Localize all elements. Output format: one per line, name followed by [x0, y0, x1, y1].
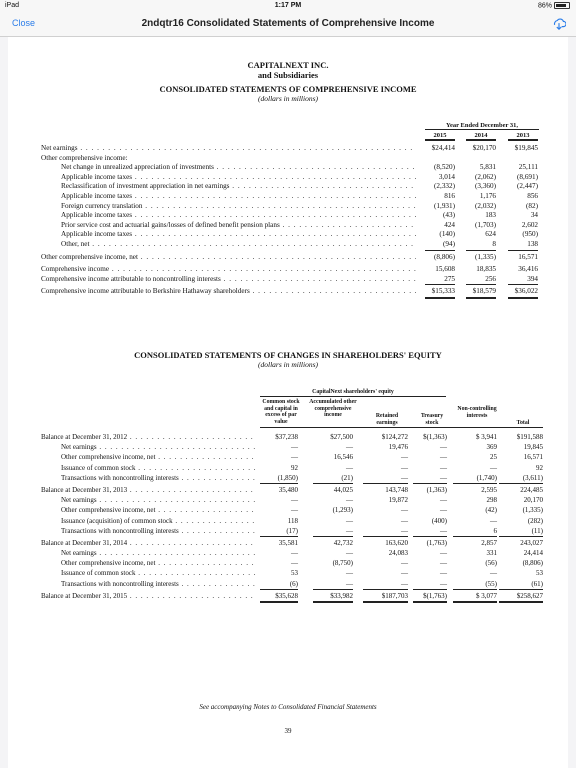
cell-value: 42,732: [333, 538, 353, 547]
cell-value: (8,806): [434, 252, 455, 261]
cell-value: 25,111: [518, 163, 538, 172]
row-label: [41, 275, 416, 285]
equity-row: [41, 548, 543, 558]
row-label-text: Net change in unrealized appreciation of investments: [61, 163, 214, 172]
cell-value: 35,480: [278, 485, 298, 494]
equity-row: [41, 473, 543, 483]
cell-value: (1,293): [332, 506, 353, 515]
carrier-label: iPad: [5, 2, 20, 9]
navigation-bar: [0, 12, 576, 37]
cell-value: (1,703): [475, 220, 496, 229]
cell-value: $258,627: [499, 591, 543, 603]
row-label-text: Net earnings: [61, 549, 97, 558]
cell-value: $ 3,077: [453, 591, 497, 603]
clock: 1:17 PM: [274, 2, 302, 9]
row-label-text: Applicable income taxes: [61, 230, 133, 239]
cell-value: 331: [486, 549, 497, 558]
cell-value: (1,335): [475, 252, 496, 261]
row-label: [41, 538, 256, 548]
cell-value: (1,931): [434, 201, 455, 210]
equity-row: [41, 516, 543, 526]
cell-value: 243,027: [520, 538, 543, 547]
row-label-text: Other, net: [61, 239, 90, 248]
cell-value: 92: [536, 463, 543, 472]
row-label: [61, 230, 416, 240]
table-row: [41, 240, 543, 250]
row-label: [41, 253, 416, 263]
cell-value: 224,485: [520, 485, 543, 494]
cell-value: —: [291, 506, 298, 515]
cell-value: 624: [485, 230, 496, 239]
cell-value: 6: [453, 526, 497, 537]
cell-value: 35,581: [278, 538, 298, 547]
table-row: [41, 230, 543, 240]
row-label-text: Applicable income taxes: [61, 211, 133, 220]
cell-value: $(1,763): [413, 591, 447, 603]
cell-value: 92: [291, 463, 298, 472]
row-label-text: Foreign currency translation: [61, 201, 143, 210]
statement1-units: (dollars in millions): [257, 94, 318, 103]
equity-row: [41, 568, 543, 578]
cell-value: —: [313, 526, 353, 537]
cell-value: —: [440, 443, 447, 452]
cell-value: $35,628: [260, 591, 298, 603]
row-label-text: Balance at December 31, 2015: [41, 591, 128, 600]
cell-value: 19,476: [388, 443, 408, 452]
table-row: [41, 144, 543, 154]
cell-value: —: [440, 496, 447, 505]
cell-value: —: [291, 549, 298, 558]
cell-value: (1,763): [426, 538, 447, 547]
row-label-text: Transactions with noncontrolling interests: [61, 473, 179, 482]
cell-value: —: [401, 506, 408, 515]
row-label-text: Other comprehensive income, net: [61, 453, 156, 462]
cell-value: (1,335): [522, 506, 543, 515]
cell-value: (282): [527, 516, 543, 525]
cell-value: $187,703: [363, 591, 408, 603]
row-label-text: Net earnings: [41, 144, 78, 152]
cell-value: 16,546: [333, 453, 353, 462]
cell-value: —: [440, 453, 447, 462]
row-label: [61, 473, 256, 483]
row-label: [61, 548, 256, 558]
cell-value: —: [291, 453, 298, 462]
equity-row: [41, 505, 543, 515]
cell-value: $24,414: [431, 144, 455, 152]
cell-value: —: [440, 463, 447, 472]
col-header-total: Total: [516, 420, 530, 426]
cell-value: (950): [522, 230, 538, 239]
cell-value: 36,416: [518, 265, 538, 274]
cell-value: (1,850): [260, 473, 298, 484]
row-label-text: Comprehensive income attributable to Berkshire Hathaway shareholders: [41, 287, 250, 296]
equity-row: [41, 463, 543, 473]
cell-value: 2,595: [481, 485, 497, 494]
cell-value: $33,982: [313, 591, 353, 603]
cell-value: —: [363, 473, 408, 484]
row-label: [61, 495, 256, 505]
cell-value: (56): [485, 559, 497, 568]
cell-value: (17): [260, 526, 298, 537]
cell-value: 16,571: [518, 252, 538, 261]
row-label: [61, 163, 416, 173]
row-label-text: Other comprehensive income, net: [61, 506, 156, 515]
row-label: [61, 173, 416, 183]
cell-value: (8,750): [332, 559, 353, 568]
col-header-noncontrolling: Non-controlling interests: [457, 406, 497, 419]
row-label: [61, 211, 416, 221]
table-row: [41, 154, 543, 164]
table-row: [41, 192, 543, 202]
cell-value: 24,083: [388, 549, 408, 558]
table-row: [41, 182, 543, 192]
year-header: Year Ended December 31,: [425, 122, 539, 130]
equity-row: [41, 558, 543, 568]
row-label: [41, 154, 416, 164]
equity-row: [41, 526, 543, 536]
status-bar: [0, 0, 576, 12]
cell-value: $20,170: [472, 144, 496, 152]
row-label: [41, 287, 416, 297]
row-label-text: Comprehensive income attributable to noncontrolling interests: [41, 274, 221, 283]
row-label: [61, 192, 416, 202]
cell-value: —: [490, 569, 497, 578]
cell-value: (55): [453, 579, 497, 590]
row-label: [41, 265, 416, 275]
cell-value: (140): [439, 230, 455, 239]
cell-value: (61): [499, 579, 543, 590]
cell-value: 1,176: [479, 191, 496, 200]
document-page[interactable]: [8, 37, 568, 768]
cell-value: 138: [508, 240, 538, 251]
table-row: [41, 221, 543, 231]
battery-icon: [554, 2, 570, 9]
cell-value: —: [291, 496, 298, 505]
battery-percent: 86%: [537, 2, 552, 10]
cell-value: (1,740): [453, 473, 497, 484]
row-label: [61, 526, 256, 536]
cell-value: (3,360): [475, 182, 496, 191]
footnote: See accompanying Notes to Consolidated Financial Statements: [199, 703, 377, 711]
cell-value: 369: [486, 443, 497, 452]
row-label-text: Applicable income taxes: [61, 191, 133, 200]
cell-value: —: [401, 463, 408, 472]
row-label: [61, 240, 416, 250]
cell-value: 183: [485, 211, 496, 220]
row-label-text: Transactions with noncontrolling interests: [61, 579, 179, 588]
cell-value: —: [363, 579, 408, 590]
row-label-text: Issuance (acquisition) of common stock: [61, 516, 173, 525]
cell-value: $18,579: [466, 287, 496, 299]
cell-value: —: [413, 473, 447, 484]
row-label-text: Prior service cost and actuarial gains/losses of defined benefit pension plans: [61, 220, 280, 229]
cell-value: —: [401, 569, 408, 578]
cell-value: —: [346, 463, 353, 472]
row-label-text: Comprehensive income: [41, 265, 110, 274]
cell-value: $27,500: [330, 433, 353, 441]
row-label: [61, 516, 256, 526]
cell-value: —: [440, 506, 447, 515]
cell-value: 298: [486, 496, 497, 505]
col-header-treasury-stock: Treasury stock: [420, 413, 444, 426]
cell-value: 856: [527, 191, 538, 200]
equity-row: [41, 452, 543, 462]
statement2-units: (dollars in millions): [257, 360, 318, 369]
cell-value: 5,831: [479, 163, 496, 172]
row-label-text: Applicable income taxes: [61, 172, 133, 181]
cell-value: —: [401, 516, 408, 525]
equity-group-header: CapitalNext shareholders' equity: [260, 389, 446, 397]
year-col-2015: 2015: [425, 132, 455, 141]
cell-value: —: [346, 569, 353, 578]
company-subtitle: and Subsidiaries: [257, 70, 319, 80]
cell-value: 34: [530, 211, 538, 220]
row-label: [41, 432, 256, 442]
cell-value: (11): [499, 526, 543, 537]
cell-value: $15,333: [425, 287, 455, 299]
row-label: [61, 558, 256, 568]
row-label-text: Reclassification of investment appreciation in net earnings: [61, 182, 230, 191]
cell-value: (400): [431, 516, 447, 525]
cell-value: —: [440, 549, 447, 558]
row-label-text: Other comprehensive income, net: [61, 559, 156, 568]
row-label-text: Other comprehensive income:: [41, 153, 128, 162]
cell-value: —: [346, 496, 353, 505]
cell-value: (3,611): [499, 473, 543, 484]
row-label: [41, 485, 256, 495]
table-row: [41, 253, 543, 263]
cell-value: $191,588: [516, 433, 543, 441]
statement2-title: CONSOLIDATED STATEMENTS OF CHANGES IN SHAREHOLDERS' EQUITY: [134, 350, 442, 360]
cell-value: 163,620: [385, 538, 408, 547]
battery-indicator: [538, 2, 570, 9]
table-row: [41, 265, 543, 275]
cell-value: 2,602: [521, 220, 538, 229]
cell-value: $ 3,941: [476, 433, 497, 441]
cell-value: (2,062): [475, 172, 496, 181]
row-label: [61, 182, 416, 192]
row-label-text: Balance at December 31, 2012: [41, 433, 128, 441]
row-label: [61, 579, 256, 589]
row-label-text: Issuance of common stock: [61, 463, 136, 472]
cell-value: —: [490, 463, 497, 472]
col-header-retained-earnings: Retained earnings: [375, 413, 399, 426]
cell-value: 19,872: [388, 496, 408, 505]
cell-value: —: [401, 559, 408, 568]
cell-value: (8,691): [517, 172, 538, 181]
col-header-common-stock: Common stock and capital in excess of par value: [262, 399, 300, 425]
row-label-text: Balance at December 31, 2013: [41, 485, 128, 494]
cell-value: 19,845: [523, 443, 543, 452]
equity-row: [41, 495, 543, 505]
cell-value: 816: [444, 191, 455, 200]
table2-body: [41, 432, 543, 601]
table-row: [41, 163, 543, 173]
company-name: CAPITALNEXT INC.: [247, 60, 329, 70]
cell-value: —: [490, 516, 497, 525]
cell-value: (2,332): [434, 182, 455, 191]
equity-row: [41, 485, 543, 495]
row-label: [61, 505, 256, 515]
cell-value: (94): [425, 240, 455, 251]
cell-value: —: [363, 526, 408, 537]
cell-value: 8: [466, 240, 496, 251]
row-label-text: Net earnings: [61, 496, 97, 505]
cell-value: 44,025: [333, 485, 353, 494]
row-label-text: Issuance of common stock: [61, 569, 136, 578]
cell-value: 424: [444, 220, 455, 229]
cell-value: —: [291, 559, 298, 568]
table-row: [41, 287, 543, 297]
equity-row: [41, 442, 543, 452]
cell-value: 118: [287, 516, 298, 525]
cell-value: —: [440, 559, 447, 568]
row-label: [61, 202, 416, 212]
year-col-2013: 2013: [508, 132, 538, 141]
cell-value: —: [313, 579, 353, 590]
page-number: 39: [284, 727, 292, 735]
cell-value: 18,835: [476, 265, 496, 274]
cell-value: 16,571: [523, 453, 543, 462]
table1-body: [41, 144, 543, 297]
cell-value: 20,170: [523, 496, 543, 505]
row-label: [61, 463, 256, 473]
row-label: [41, 591, 256, 601]
equity-row: [41, 432, 543, 442]
cell-value: 24,414: [523, 549, 543, 558]
cell-value: (8,806): [522, 559, 543, 568]
close-button[interactable]: Close: [12, 18, 36, 28]
row-label-text: Other comprehensive income, net: [41, 252, 138, 261]
cell-value: 256: [466, 275, 496, 286]
row-label-text: Transactions with noncontrolling interests: [61, 526, 179, 535]
cell-value: $37,238: [275, 433, 298, 441]
row-label-text: Net earnings: [61, 443, 97, 452]
row-label: [61, 452, 256, 462]
cell-value: (1,363): [426, 485, 447, 494]
row-label-text: Balance at December 31, 2014: [41, 538, 128, 547]
row-label: [41, 144, 416, 154]
equity-row: [41, 579, 543, 589]
table-row: [41, 173, 543, 183]
cell-value: (42): [485, 506, 497, 515]
cell-value: 275: [425, 275, 455, 286]
cell-value: 394: [508, 275, 538, 286]
statement1-title: CONSOLIDATED STATEMENTS OF COMPREHENSIVE INCOME: [159, 84, 417, 94]
cell-value: —: [346, 549, 353, 558]
table-row: [41, 211, 543, 221]
cell-value: —: [413, 579, 447, 590]
cell-value: —: [413, 526, 447, 537]
cell-value: —: [401, 453, 408, 462]
cell-value: 143,748: [385, 485, 408, 494]
cell-value: (82): [526, 201, 538, 210]
cell-value: (43): [443, 211, 455, 220]
table-row: [41, 202, 543, 212]
cell-value: (2,447): [517, 182, 538, 191]
row-label: [61, 442, 256, 452]
cell-value: $19,845: [514, 144, 538, 152]
cell-value: $(1,363): [423, 433, 447, 441]
cell-value: —: [440, 569, 447, 578]
cell-value: 2,857: [481, 538, 497, 547]
cell-value: —: [346, 443, 353, 452]
cell-value: 53: [536, 569, 543, 578]
cell-value: 53: [291, 569, 298, 578]
cell-value: (6): [260, 579, 298, 590]
cell-value: (21): [313, 473, 353, 484]
share-icon[interactable]: [552, 17, 566, 31]
equity-row: [41, 538, 543, 548]
cell-value: 25: [490, 453, 497, 462]
row-label: [61, 568, 256, 578]
cell-value: 15,608: [435, 265, 455, 274]
cell-value: $36,022: [508, 287, 538, 299]
cell-value: (2,032): [475, 201, 496, 210]
year-col-2014: 2014: [466, 132, 496, 141]
equity-row: [41, 591, 543, 601]
cell-value: —: [291, 443, 298, 452]
table-row: [41, 275, 543, 285]
cell-value: $124,272: [381, 433, 408, 441]
cell-value: —: [346, 516, 353, 525]
document-title: 2ndqtr16 Consolidated Statements of Comprehensive Income: [141, 18, 435, 29]
col-header-aoci: Accumulated other comprehensive income: [309, 399, 357, 418]
cell-value: 3,014: [438, 172, 455, 181]
cell-value: (8,520): [434, 163, 455, 172]
row-label: [61, 221, 416, 231]
